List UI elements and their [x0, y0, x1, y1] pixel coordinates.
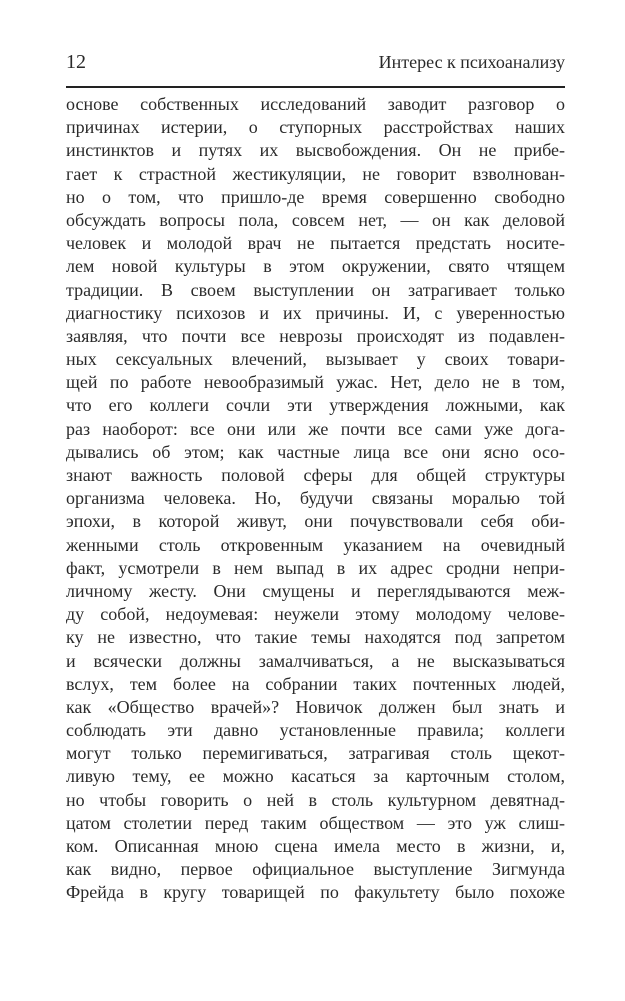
text-line-content: раз наоборот: все они или же почти все сами уже дога-: [66, 418, 565, 439]
text-line-content: диагностику психозов и их причины. И, с уверенностью: [66, 302, 565, 323]
text-line: [66, 673, 565, 696]
text-line-content: личному жесту. Они смущены и переглядываются меж-: [66, 580, 565, 601]
text-line-content: гает к страстной жестикуляции, не говорит взволнован-: [66, 163, 565, 184]
page-header: [66, 46, 565, 88]
text-line-content: вслух, тем более на собрании таких почтенных людей,: [66, 673, 565, 694]
text-line-content: ку не известно, что такие темы находятся под запретом: [66, 627, 565, 648]
text-line: [66, 255, 565, 278]
text-line: [66, 696, 565, 719]
text-line-content: щей по работе невообразимый ужас. Нет, дело не в том,: [66, 372, 565, 393]
text-line: [66, 279, 565, 302]
text-line: [66, 139, 565, 162]
text-line: [66, 116, 565, 139]
text-line: [66, 510, 565, 533]
text-line-content: ливую тему, ее можно касаться за карточным столом,: [66, 766, 565, 787]
text-line-content: знают важность половой сферы для общей структуры: [66, 465, 565, 485]
text-line-content: могут только перемигиваться, затрагивая столь щекот-: [66, 743, 565, 764]
text-line: [66, 742, 565, 765]
text-line: [66, 789, 565, 812]
text-line-content: и всячески должны замалчиваться, а не высказываться: [66, 650, 565, 671]
text-line-content: Фрейда в кругу товарищей по факультету было похоже: [66, 882, 565, 903]
text-line-content: но о том, что пришло-де время совершенно свободно: [66, 186, 565, 207]
running-title: Интерес к психоанализу: [378, 52, 565, 72]
text-line: [66, 835, 565, 858]
text-line: [66, 348, 565, 371]
text-line-content: ных сексуальных влечений, вызывает у своих товари-: [66, 349, 565, 370]
text-line: [66, 232, 565, 255]
text-line: [66, 441, 565, 464]
text-line-content: эпохи, в которой живут, они почувствовали себя оби-: [66, 511, 565, 532]
text-line-content: цатом столетии перед таким обществом — это уж слиш-: [66, 812, 565, 833]
page-number: 12: [66, 51, 86, 73]
text-line-content: причинах истерии, о ступорных расстройствах наших: [66, 117, 565, 138]
text-line-content: ком. Описанная мною сцена имела место в жизни, и,: [66, 836, 565, 856]
text-line-content: что его коллеги сочли эти утверждения ложными, как: [66, 395, 565, 416]
text-line: [66, 163, 565, 186]
text-line: [66, 394, 565, 417]
text-line-content: дывались об этом; как частные лица все они ясно осо-: [66, 441, 565, 462]
text-line: [66, 371, 565, 394]
text-line-content: как видно, первое официальное выступление Зигмунда: [66, 859, 565, 880]
text-line-content: обсуждать вопросы пола, совсем нет, — он как деловой: [66, 209, 565, 230]
text-line-content: соблюдать эти давно установленные правила; коллеги: [66, 720, 565, 741]
text-line: [66, 534, 565, 557]
text-line: [66, 464, 565, 487]
text-line-content: инстинктов и путях их высвобождения. Он не прибе-: [66, 140, 565, 161]
text-line-content: человек и молодой врач не пытается предстать носите-: [66, 233, 565, 254]
text-line-content: но чтобы говорить о ней в столь культурном девятнад-: [66, 789, 565, 810]
text-line-content: факт, усмотрели в нем выпад в их адрес сродни непри-: [66, 557, 565, 578]
text-line: [66, 209, 565, 232]
text-line: [66, 626, 565, 649]
text-line: [66, 765, 565, 788]
text-line-content: традиции. В своем выступлении он затрагивает только: [66, 279, 565, 300]
text-line: [66, 719, 565, 742]
text-line-content: заявляя, что почти все неврозы происходят из подавлен-: [66, 325, 565, 346]
text-line: [66, 557, 565, 580]
text-line: [66, 302, 565, 325]
text-line: [66, 93, 565, 116]
text-line: [66, 487, 565, 510]
text-line: [66, 418, 565, 441]
text-line: [66, 881, 565, 904]
text-line: [66, 858, 565, 881]
text-line: [66, 580, 565, 603]
text-line: [66, 325, 565, 348]
text-line-content: основе собственных исследований заводит разговор о: [66, 94, 565, 114]
text-line: [66, 812, 565, 835]
text-line-content: организма человека. Но, будучи связаны моралью той: [66, 488, 565, 509]
text-line: [66, 603, 565, 626]
text-line: [66, 186, 565, 209]
body-text: [66, 93, 565, 905]
text-line-content: ду собой, недоумевая: неужели этому молодому челове-: [66, 604, 565, 625]
text-line-content: лем новой культуры в этом окружении, свято чтящем: [66, 256, 565, 277]
text-line-content: женными столь откровенным указанием на очевидный: [66, 534, 565, 555]
text-line: [66, 650, 565, 673]
text-line-content: как «Общество врачей»? Новичок должен был знать и: [66, 696, 565, 717]
